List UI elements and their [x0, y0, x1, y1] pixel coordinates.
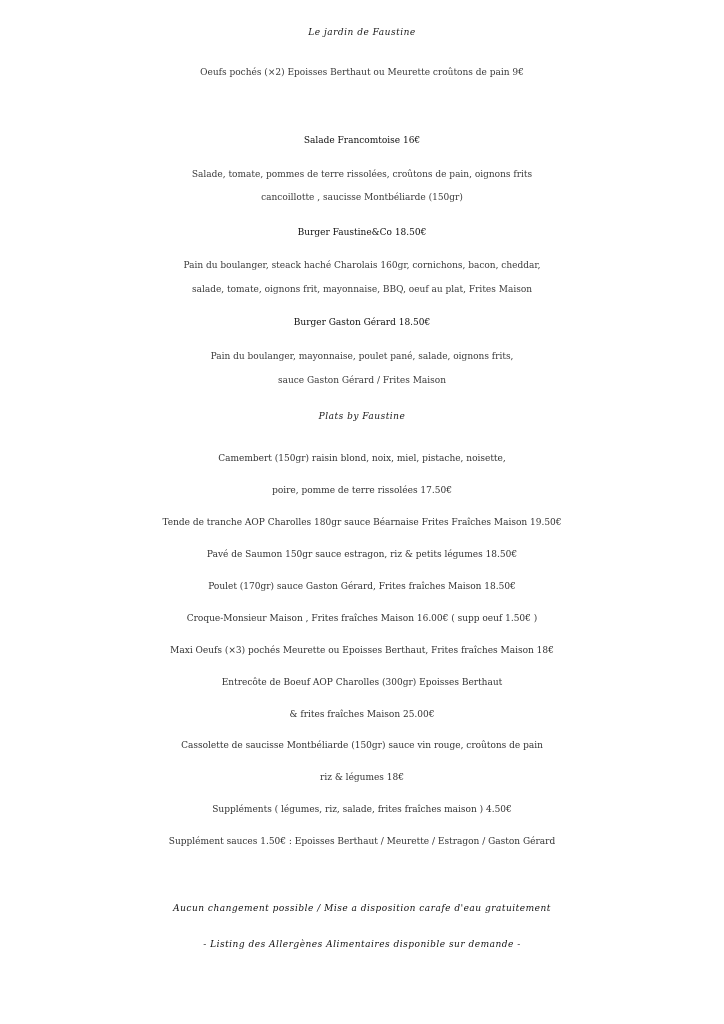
- dish-desc-salade-2: cancoillotte , saucisse Montbéliarde (150gr): [261, 193, 463, 203]
- section-title-plats: Plats by Faustine: [318, 412, 406, 422]
- plat-line: poire, pomme de terre rissolées 17.50€: [272, 486, 452, 496]
- dish-desc-burger-faustine-1: Pain du boulanger, steack haché Charolais 160gr, cornichons, bacon, cheddar,: [183, 261, 541, 271]
- plat-line: Suppléments ( légumes, riz, salade, frites fraîches maison ) 4.50€: [212, 805, 512, 815]
- dish-name-salade: Salade Francomtoise 16€: [303, 136, 421, 146]
- plat-line: & frites fraîches Maison 25.00€: [289, 710, 435, 720]
- dish-desc-burger-gaston-1: Pain du boulanger, mayonnaise, poulet pané, salade, oignons frits,: [210, 352, 514, 362]
- dish-name-burger-faustine: Burger Faustine&Co 18.50€: [297, 228, 427, 238]
- dish-desc-burger-faustine-2: salade, tomate, oignons frit, mayonnaise, BBQ, oeuf au plat, Frites Maison: [191, 285, 533, 295]
- plat-line: Entrecôte de Boeuf AOP Charolles (300gr) Epoisses Berthaut: [221, 678, 503, 688]
- plat-line: Cassolette de saucisse Montbéliarde (150gr) sauce vin rouge, croûtons de pain: [181, 741, 543, 751]
- plat-line: Poulet (170gr) sauce Gaston Gérard, Frites fraîches Maison 18.50€: [208, 582, 516, 592]
- plat-line: Supplément sauces 1.50€ : Epoisses Berthaut / Meurette / Estragon / Gaston Gérard: [168, 837, 556, 847]
- dish-desc-salade-1: Salade, tomate, pommes de terre rissolées, croûtons de pain, oignons frits: [191, 170, 533, 180]
- plat-line: Maxi Oeufs (×3) pochés Meurette ou Epoisses Berthaut, Frites fraîches Maison 18€: [170, 646, 554, 656]
- allergen-note: - Listing des Allergènes Alimentaires disponible sur demande -: [203, 940, 521, 950]
- plat-line: Croque-Monsieur Maison , Frites fraîches Maison 16.00€ ( supp oeuf 1.50€ ): [186, 614, 538, 624]
- plat-line: Pavé de Saumon 150gr sauce estragon, riz & petits légumes 18.50€: [206, 550, 518, 560]
- plat-line: riz & légumes 18€: [320, 773, 404, 783]
- plat-line: Tende de tranche AOP Charolles 180gr sauce Béarnaise Frites Fraîches Maison 19.50€: [162, 518, 562, 528]
- dish-name-burger-gaston: Burger Gaston Gérard 18.50€: [293, 318, 431, 328]
- dish-desc-burger-gaston-2: sauce Gaston Gérard / Frites Maison: [277, 376, 447, 386]
- plat-line: Camembert (150gr) raisin blond, noix, miel, pistache, noisette,: [218, 454, 506, 464]
- section-title-jardin: Le jardin de Faustine: [308, 28, 416, 38]
- footer-note: Aucun changement possible / Mise a disposition carafe d'eau gratuitement: [173, 904, 551, 914]
- menu-item-oeufs: Oeufs pochés (×2) Epoisses Berthaut ou Meurette croûtons de pain 9€: [200, 68, 524, 78]
